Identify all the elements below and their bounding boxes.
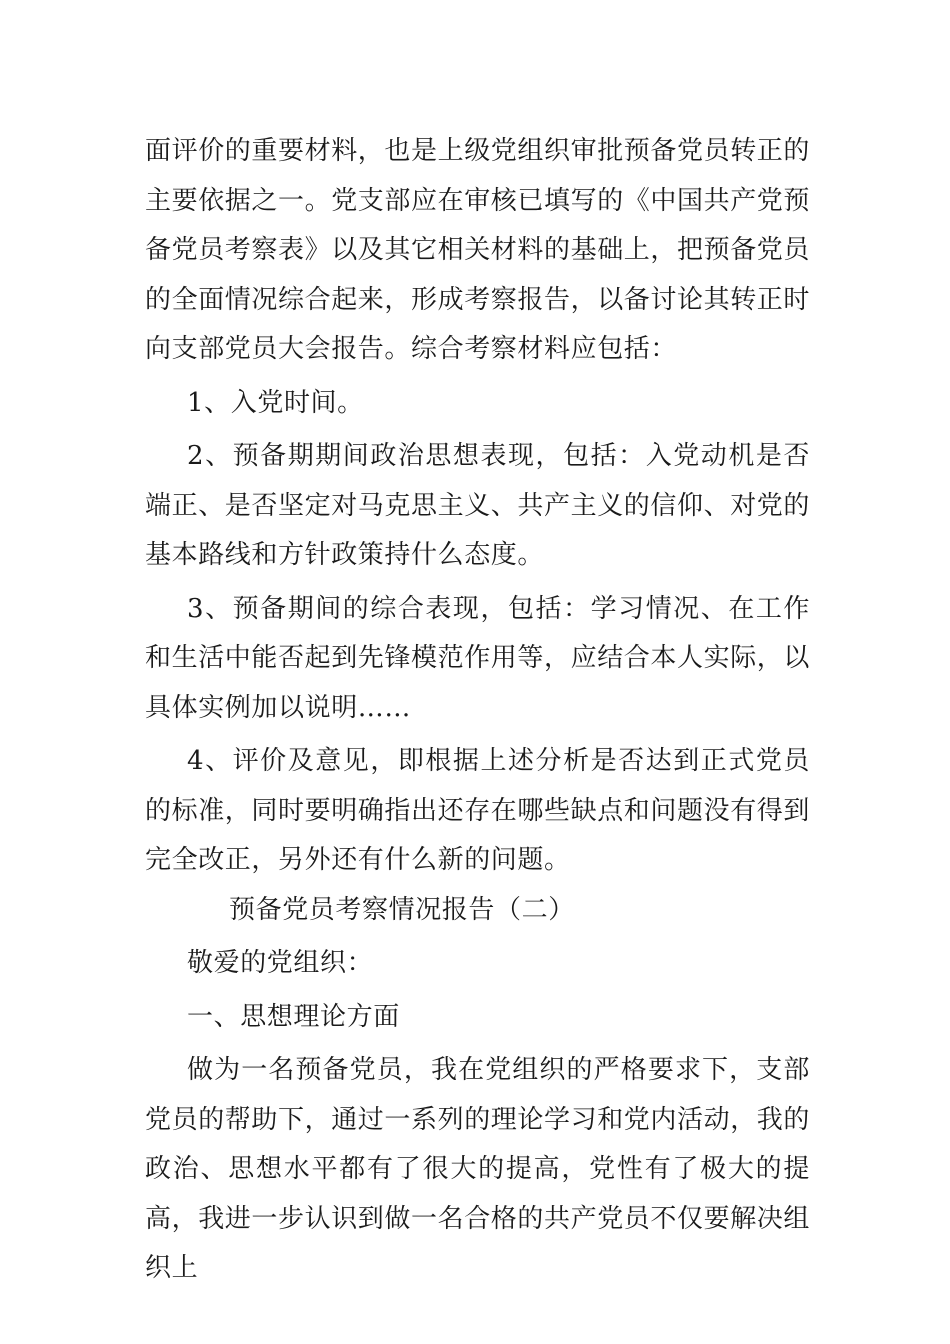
document-body — [145, 127, 810, 1294]
paragraph-intro: 面评价的重要材料，也是上级党组织审批预备党员转正的主要依据之一。党支部应在审核已填写的《中国共产党预备党员考察表》以及其它相关材料的基础上，把预备党员的全面情况综合起来，形成考察报告，以备讨论其转正时向支部党员大会报告。综合考察材料应包括： — [145, 136, 811, 364]
salutation: 敬爱的党组织： — [187, 948, 374, 978]
paragraph-item-1: 1、入党时间。 — [187, 387, 364, 418]
section-heading: 一、思想理论方面 — [187, 1001, 400, 1032]
section-title: 预备党员考察情况报告（二） — [229, 894, 575, 925]
paragraph-item-4: 4、评价及意见，即根据上述分析是否达到正式党员的标准，同时要明确指出还存在哪些缺点和问题没有得到完全改正，另外还有什么新的问题。 — [145, 746, 811, 875]
paragraph-item-2: 2、预备期期间政治思想表现，包括：入党动机是否端正、是否坚定对马克思主义、共产主义的信仰、对党的基本路线和方针政策持什么态度。 — [145, 441, 811, 570]
paragraph-item-3: 3、预备期间的综合表现，包括：学习情况、在工作和生活中能否起到先锋模范作用等，应结合本人实际，以具体实例加以说明…… — [145, 593, 811, 723]
paragraph-body: 做为一名预备党员，我在党组织的严格要求下，支部党员的帮助下，通过一系列的理论学习和党内活动，我的政治、思想水平都有了很大的提高，党性有了极大的提高，我进一步认识到做一名合格的共产党员不仅要解决组织上 — [145, 1055, 811, 1283]
